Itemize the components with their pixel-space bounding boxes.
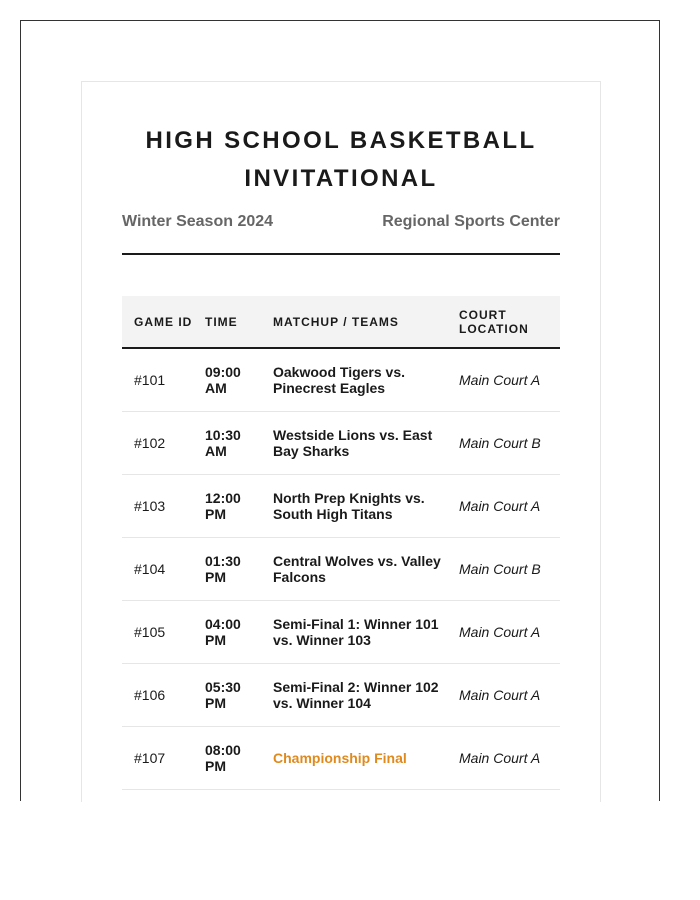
time-cell: 12:00 PM — [193, 474, 261, 537]
season-label: Winter Season 2024 — [122, 213, 274, 230]
column-header-matchup: MATCHUP / TEAMS — [261, 296, 447, 348]
table-header-row — [122, 296, 560, 348]
table-row — [122, 537, 560, 600]
time-cell: 08:00 PM — [193, 726, 261, 789]
page-title: HIGH SCHOOL BASKETBALL INVITATIONAL — [145, 127, 537, 192]
table-row-championship — [122, 726, 560, 789]
column-header-game-id: GAME ID — [122, 296, 193, 348]
game-id-cell: #102 — [122, 411, 193, 474]
time-cell: 09:00 AM — [193, 348, 261, 411]
game-id-cell: #107 — [122, 726, 193, 789]
location-cell: Main Court A — [447, 474, 560, 537]
column-header-location: COURT LOCATION — [447, 296, 560, 348]
location-cell: Main Court A — [447, 726, 560, 789]
location-cell: Main Court A — [447, 600, 560, 663]
game-id-cell: #103 — [122, 474, 193, 537]
time-cell: 10:30 AM — [193, 411, 261, 474]
game-id-cell: #104 — [122, 537, 193, 600]
column-header-time: TIME — [193, 296, 261, 348]
matchup-cell: Westside Lions vs. East Bay Sharks — [261, 411, 447, 474]
table-row — [122, 663, 560, 726]
matchup-cell-championship: Championship Final — [261, 726, 447, 789]
time-cell: 04:00 PM — [193, 600, 261, 663]
matchup-cell: Semi-Final 2: Winner 102 vs. Winner 104 — [261, 663, 447, 726]
location-cell: Main Court A — [447, 348, 560, 411]
matchup-cell: Oakwood Tigers vs. Pinecrest Eagles — [261, 348, 447, 411]
time-cell: 05:30 PM — [193, 663, 261, 726]
game-id-cell: #105 — [122, 600, 193, 663]
game-id-cell: #106 — [122, 663, 193, 726]
matchup-cell: North Prep Knights vs. South High Titans — [261, 474, 447, 537]
header-divider — [122, 253, 560, 255]
table-row — [122, 474, 560, 537]
time-cell: 01:30 PM — [193, 537, 261, 600]
table-row — [122, 600, 560, 663]
matchup-cell: Semi-Final 1: Winner 101 vs. Winner 103 — [261, 600, 447, 663]
schedule-table — [122, 296, 560, 790]
table-row — [122, 411, 560, 474]
location-cell: Main Court A — [447, 663, 560, 726]
venue-label: Regional Sports Center — [382, 213, 560, 230]
game-id-cell: #101 — [122, 348, 193, 411]
location-cell: Main Court B — [447, 411, 560, 474]
table-row — [122, 348, 560, 411]
matchup-cell: Central Wolves vs. Valley Falcons — [261, 537, 447, 600]
location-cell: Main Court B — [447, 537, 560, 600]
